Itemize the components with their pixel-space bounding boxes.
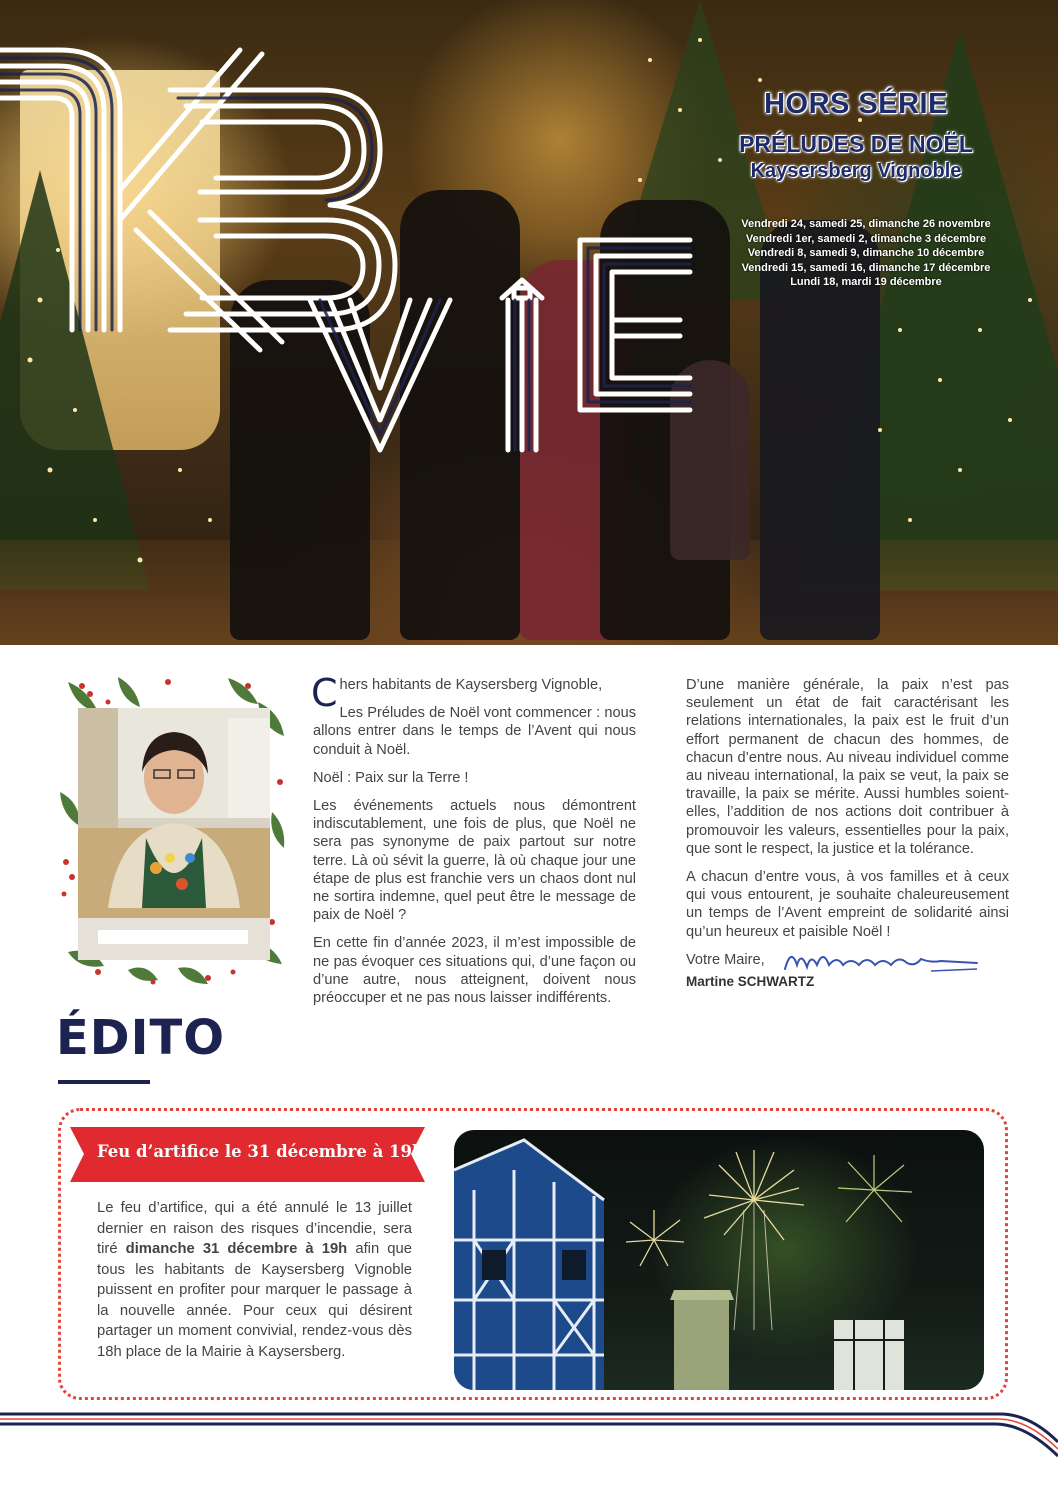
mayor-portrait <box>78 708 270 960</box>
edito-column-right <box>686 676 1009 991</box>
edito-paragraph: En cette fin d’année 2023, il m’est impossible de ne pas évoquer ces situations qui, d’une façon ou d’une autre, nous atteignent, doivent nous préoccuper et ne pas nous laisser indifférents. <box>313 935 636 1007</box>
signature-block <box>686 951 1009 991</box>
fireworks-text-end: afin que tous les habitants de Kaysersberg Vignoble puissent en profiter pour marquer le passage à la nouvelle année. Pour ceux qui désirent partager un moment convivial, rendez-vous dès 18h place de la Mairie à Kaysersberg. <box>97 1241 412 1360</box>
greeting-paragraph <box>311 671 636 715</box>
footer-swoosh <box>0 1402 1058 1497</box>
preludes-title: PRÉLUDES DE NOËL <box>739 131 973 157</box>
fireworks-text <box>97 1198 412 1362</box>
issue-header <box>726 88 986 183</box>
event-dates <box>716 217 1016 290</box>
event-date-line: Vendredi 15, samedi 16, dimanche 17 décembre <box>741 261 991 274</box>
fireworks-date-bold: dimanche 31 décembre à 19h <box>125 1241 348 1257</box>
hero-photo <box>0 0 1058 645</box>
edito-column-left <box>311 671 636 1017</box>
edito-paragraph: A chacun d’entre vous, à vos familles et à ceux qui vous entourent, je souhaite chaleureusement un temps de l’Avent empreint de solidarité ainsi qu’un heureux et paisible Noël ! <box>686 869 1009 940</box>
fireworks-text-start: Le feu d’artifice, qui a été annulé le 13 juillet dernier en raison des risques d’incendie, sera tiré <box>97 1200 412 1257</box>
edito-title: ÉDITO <box>56 1010 226 1066</box>
fireworks-photo <box>454 1130 984 1390</box>
fireworks-heading: Feu d’artifice le 31 décembre à 19h <box>97 1142 425 1161</box>
event-date-line: Vendredi 8, samedi 9, dimanche 10 décembre <box>747 247 985 259</box>
edito-paragraph: Les événements actuels nous démontrent indiscutablement, une fois de plus, que Noël ne sera pas synonyme de paix partout sur notre terre. Là où sévit la guerre, là où chaque jour une étape de plus est franchie vers un chaos dont nul ne sortira indemne, quel peut être le message de paix de Noël ? <box>313 798 636 924</box>
kb-vie-logo <box>0 30 720 470</box>
event-date-line: Vendredi 1er, samedi 2, dimanche 3 décembre <box>745 232 987 245</box>
closing-text: Votre Maire, <box>686 951 765 968</box>
hors-serie-label: HORS SÉRIE <box>764 88 948 120</box>
drop-cap: C <box>311 671 338 715</box>
handwritten-signature <box>781 941 981 979</box>
commune-name: Kaysersberg Vignoble <box>750 160 962 182</box>
title-underline <box>58 1080 150 1084</box>
event-date-line: Lundi 18, mardi 19 décembre <box>790 276 942 288</box>
greeting-text: hers habitants de Kaysersberg Vignoble, <box>339 677 603 693</box>
edito-paragraph: Les Préludes de Noël vont commencer : nous allons entrer dans le temps de l’Avent qui nous conduit à Noël. <box>313 705 636 758</box>
edito-paragraph: D’une manière générale, la paix n’est pas seulement un état de fait caractérisant les relations internationales, la paix est le fruit d’un effort permanent de chacun des hommes, de chacun d’entre nous. Au niveau individuel comme au niveau international, la paix se veut, la paix se travaille, la paix se mérite. Aussi humbles soient-elles, l’addition de nos actions doit contribuer à promouvoir les valeurs, essentielles pour la paix, que sont le respect, la justice et la tolérance. <box>686 677 1009 857</box>
event-date-line: Vendredi 24, samedi 25, dimanche 26 novembre <box>741 218 991 230</box>
mayor-name: Martine SCHWARTZ <box>686 974 815 990</box>
edito-paragraph: Noël : Paix sur la Terre ! <box>313 769 469 786</box>
